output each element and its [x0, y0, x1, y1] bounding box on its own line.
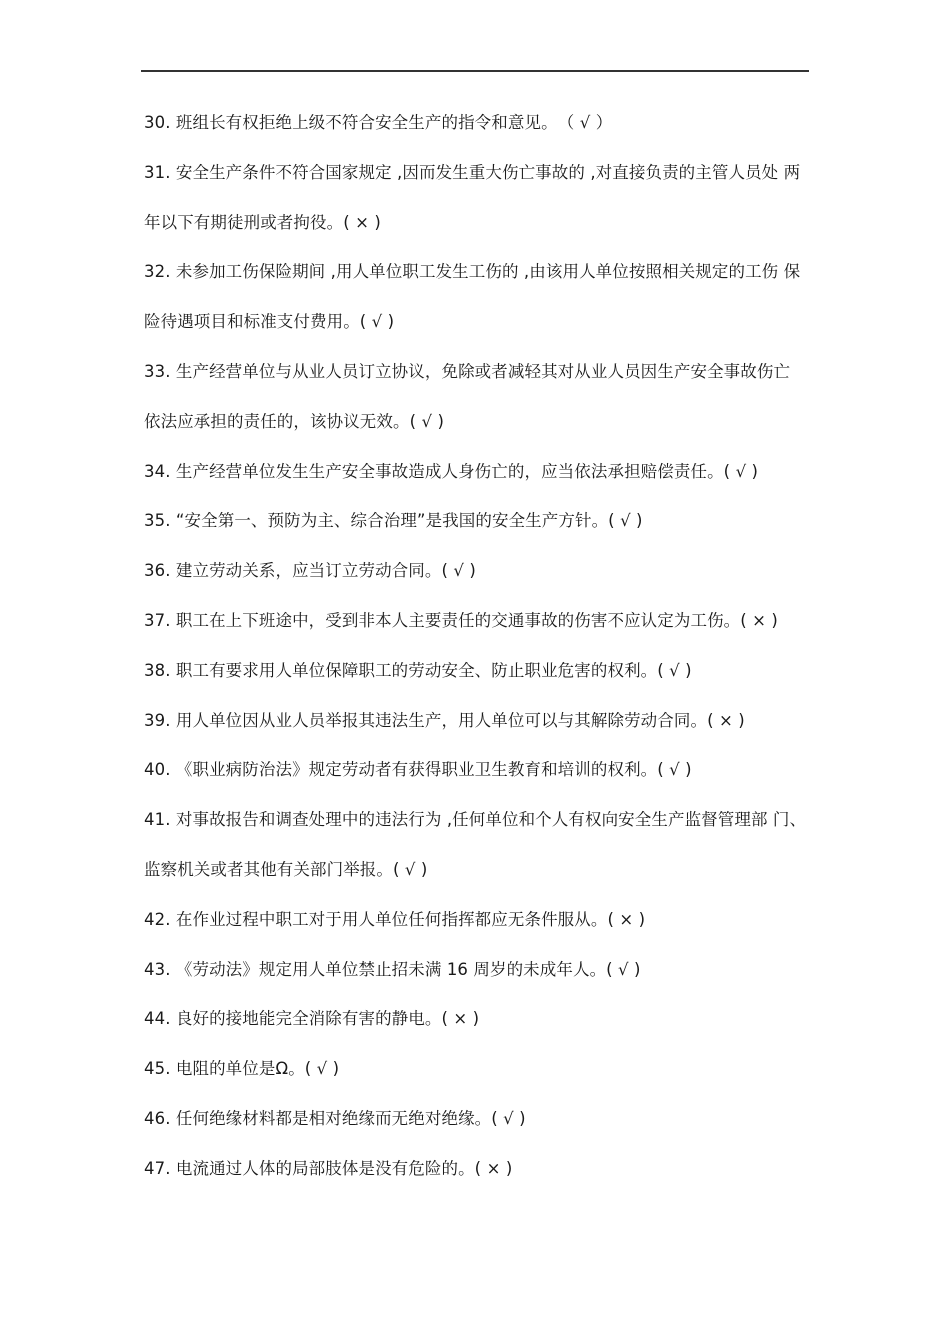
question-44: 44. 良好的接地能完全消除有害的静电。( × ) [144, 1009, 480, 1029]
question-32-line-2: 险待遇项目和标准支付费用。( √ ) [144, 312, 395, 332]
question-46: 46. 任何绝缘材料都是相对绝缘而无绝对绝缘。( √ ) [144, 1108, 526, 1128]
question-31-line-2: 年以下有期徒刑或者拘役。( × ) [144, 212, 381, 232]
question-33-line-2: 依法应承担的责任的，该协议无效。( √ ) [144, 411, 444, 431]
question-41-line-2: 监察机关或者其他有关部门举报。( √ ) [144, 859, 428, 879]
question-40: 40. 《职业病防治法》规定劳动者有获得职业卫生教育和培训的权利。( √ ) [144, 760, 692, 780]
document-body [144, 98, 812, 1194]
question-36: 36. 建立劳动关系，应当订立劳动合同。( √ ) [144, 561, 476, 581]
question-33-line-1: 33. 生产经营单位与从业人员订立协议，免除或者减轻其对从业人员因生产安全事故伤亡 [144, 361, 791, 381]
question-45: 45. 电阻的单位是Ω。( √ ) [144, 1059, 340, 1079]
header-rule [141, 70, 809, 72]
question-43: 43. 《劳动法》规定用人单位禁止招未满 16 周岁的未成年人。( √ ) [144, 959, 641, 979]
question-30: 30. 班组长有权拒绝上级不符合安全生产的指令和意见。 （ √ ） [144, 113, 613, 132]
question-38: 38. 职工有要求用人单位保障职工的劳动安全、防止职业危害的权利。( √ ) [144, 660, 692, 680]
question-32-line-1: 32. 未参加工伤保险期间 ,用人单位职工发生工伤的 ,由该用人单位按照相关规定的工伤 保 [144, 262, 801, 282]
question-34: 34. 生产经营单位发生生产安全事故造成人身伤亡的，应当依法承担赔偿责任。( √ ) [144, 461, 759, 481]
question-42: 42. 在作业过程中职工对于用人单位任何指挥都应无条件服从。( × ) [144, 909, 646, 929]
question-35: 35. “安全第一、预防为主、综合治理”是我国的安全生产方针。( √ ) [144, 511, 643, 531]
question-39: 39. 用人单位因从业人员举报其违法生产，用人单位可以与其解除劳动合同。( × ) [144, 710, 745, 730]
question-37: 37. 职工在上下班途中，受到非本人主要责任的交通事故的伤害不应认定为工伤。( × ) [144, 610, 778, 630]
question-47: 47. 电流通过人体的局部肢体是没有危险的。( × ) [144, 1158, 513, 1178]
question-31-line-1: 31. 安全生产条件不符合国家规定 ,因而发生重大伤亡事故的 ,对直接负责的主管人员处 两 [144, 162, 801, 182]
question-41-line-1: 41. 对事故报告和调查处理中的违法行为 ,任何单位和个人有权向安全生产监督管理部 门、 [144, 810, 807, 830]
